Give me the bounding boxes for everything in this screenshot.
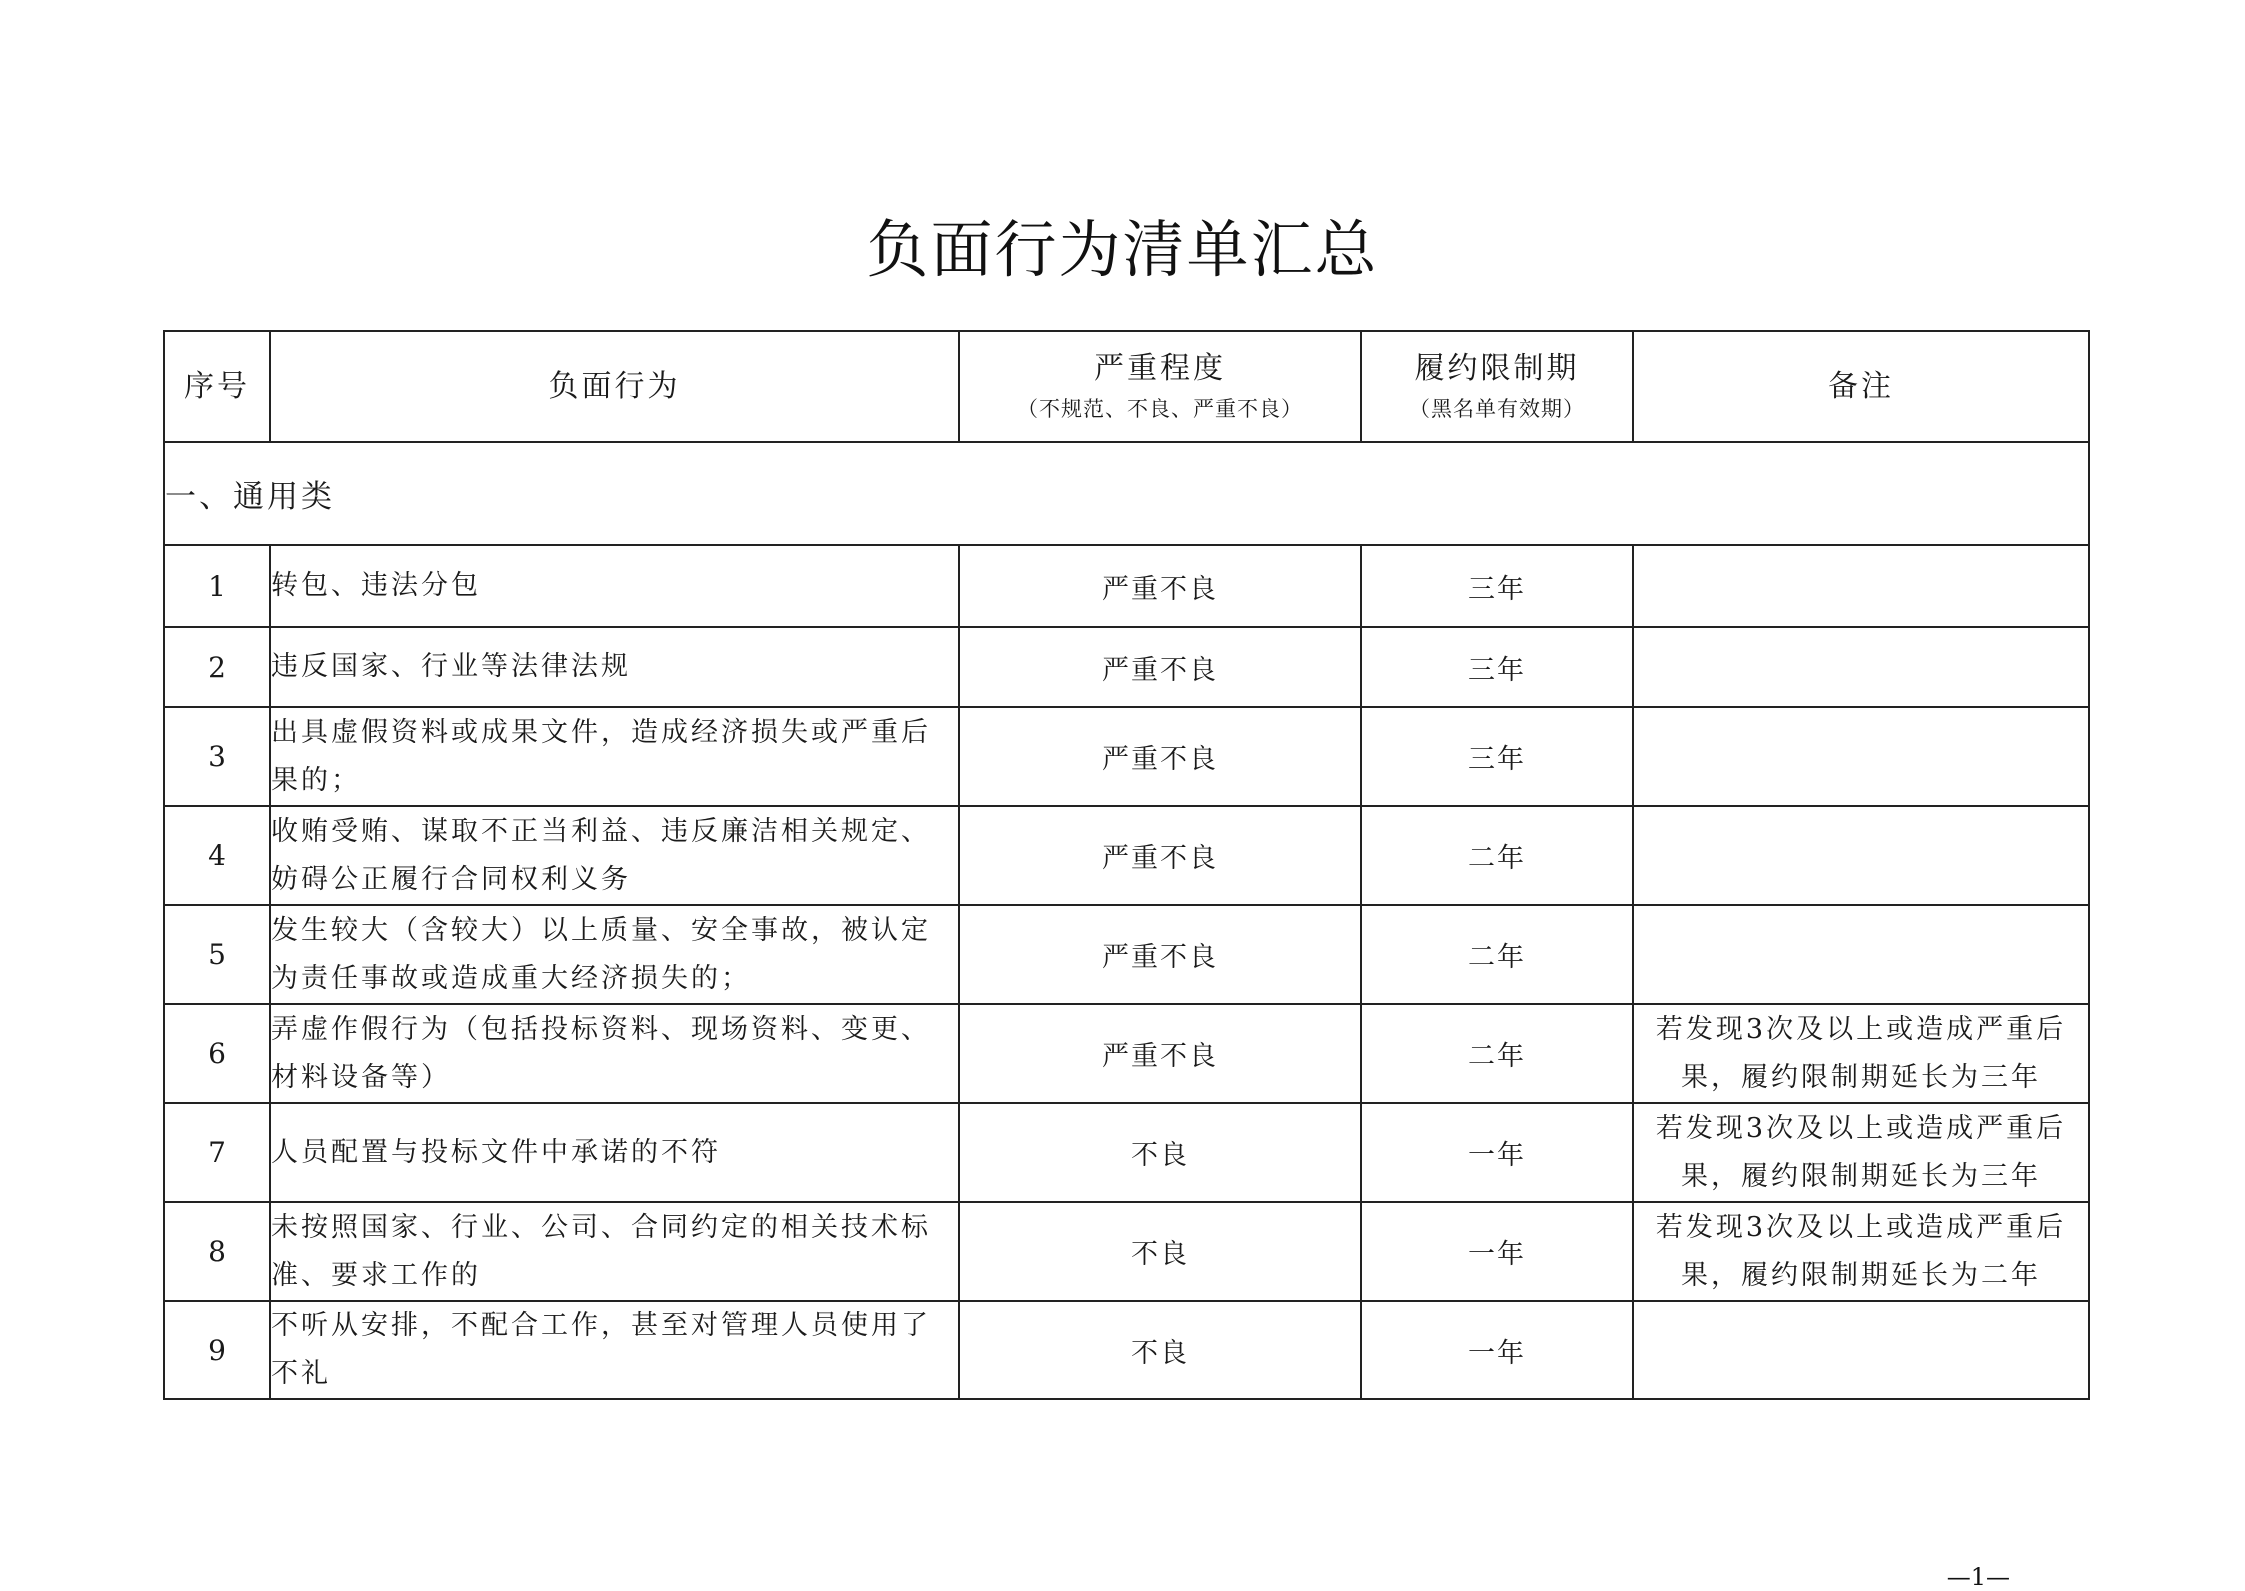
row-number: 7 xyxy=(164,1103,270,1202)
category-label: 一、通用类 xyxy=(164,442,2089,545)
row-period: 三年 xyxy=(1361,627,1633,707)
row-period: 一年 xyxy=(1361,1301,1633,1399)
row-number: 1 xyxy=(164,545,270,627)
row-severity: 不良 xyxy=(959,1202,1361,1301)
row-severity: 严重不良 xyxy=(959,627,1361,707)
row-period: 一年 xyxy=(1361,1202,1633,1301)
row-severity: 严重不良 xyxy=(959,1004,1361,1103)
row-number: 5 xyxy=(164,905,270,1004)
row-severity: 严重不良 xyxy=(959,806,1361,905)
row-behavior: 收贿受贿、谋取不正当利益、违反廉洁相关规定、妨碍公正履行合同权利义务 xyxy=(270,806,959,905)
row-note: 若发现3次及以上或造成严重后果，履约限制期延长为二年 xyxy=(1633,1202,2089,1301)
row-note: 若发现3次及以上或造成严重后果，履约限制期延长为三年 xyxy=(1633,1004,2089,1103)
header-row xyxy=(164,331,2089,442)
row-period: 三年 xyxy=(1361,545,1633,627)
header-index: 序号 xyxy=(164,331,270,442)
row-behavior: 转包、违法分包 xyxy=(270,545,959,627)
header-note: 备注 xyxy=(1633,331,2089,442)
row-severity: 严重不良 xyxy=(959,545,1361,627)
page-number: —1— xyxy=(1946,1563,2010,1591)
row-behavior: 不听从安排，不配合工作，甚至对管理人员使用了不礼 xyxy=(270,1301,959,1399)
row-period: 二年 xyxy=(1361,1004,1633,1103)
row-severity: 不良 xyxy=(959,1103,1361,1202)
header-behavior: 负面行为 xyxy=(270,331,959,442)
row-note xyxy=(1633,806,2089,905)
row-behavior: 违反国家、行业等法律法规 xyxy=(270,627,959,707)
table-row xyxy=(164,1202,2089,1301)
table-row xyxy=(164,707,2089,806)
row-note xyxy=(1633,905,2089,1004)
row-severity: 严重不良 xyxy=(959,707,1361,806)
table-row xyxy=(164,1301,2089,1399)
table-row xyxy=(164,806,2089,905)
row-note xyxy=(1633,1301,2089,1399)
table-row xyxy=(164,1004,2089,1103)
row-number: 9 xyxy=(164,1301,270,1399)
row-behavior: 发生较大（含较大）以上质量、安全事故，被认定为责任事故或造成重大经济损失的； xyxy=(270,905,959,1004)
table-row xyxy=(164,905,2089,1004)
row-behavior: 弄虚作假行为（包括投标资料、现场资料、变更、材料设备等） xyxy=(270,1004,959,1103)
row-period: 二年 xyxy=(1361,905,1633,1004)
negative-behavior-table xyxy=(163,330,2090,1400)
table-row xyxy=(164,545,2089,627)
header-period: 履约限制期 （黑名单有效期） xyxy=(1361,331,1633,442)
category-row xyxy=(164,442,2089,545)
row-behavior: 人员配置与投标文件中承诺的不符 xyxy=(270,1103,959,1202)
row-period: 一年 xyxy=(1361,1103,1633,1202)
page-title: 负面行为清单汇总 xyxy=(866,213,1379,286)
row-severity: 不良 xyxy=(959,1301,1361,1399)
table-row xyxy=(164,1103,2089,1202)
row-severity: 严重不良 xyxy=(959,905,1361,1004)
row-period: 三年 xyxy=(1361,707,1633,806)
row-number: 3 xyxy=(164,707,270,806)
row-number: 8 xyxy=(164,1202,270,1301)
row-number: 4 xyxy=(164,806,270,905)
row-number: 6 xyxy=(164,1004,270,1103)
row-note xyxy=(1633,545,2089,627)
row-note xyxy=(1633,627,2089,707)
row-behavior: 出具虚假资料或成果文件，造成经济损失或严重后果的； xyxy=(270,707,959,806)
table-row xyxy=(164,627,2089,707)
row-period: 二年 xyxy=(1361,806,1633,905)
row-number: 2 xyxy=(164,627,270,707)
row-note: 若发现3次及以上或造成严重后果，履约限制期延长为三年 xyxy=(1633,1103,2089,1202)
row-behavior: 未按照国家、行业、公司、合同约定的相关技术标准、要求工作的 xyxy=(270,1202,959,1301)
header-severity: 严重程度 （不规范、不良、严重不良） xyxy=(959,331,1361,442)
row-note xyxy=(1633,707,2089,806)
